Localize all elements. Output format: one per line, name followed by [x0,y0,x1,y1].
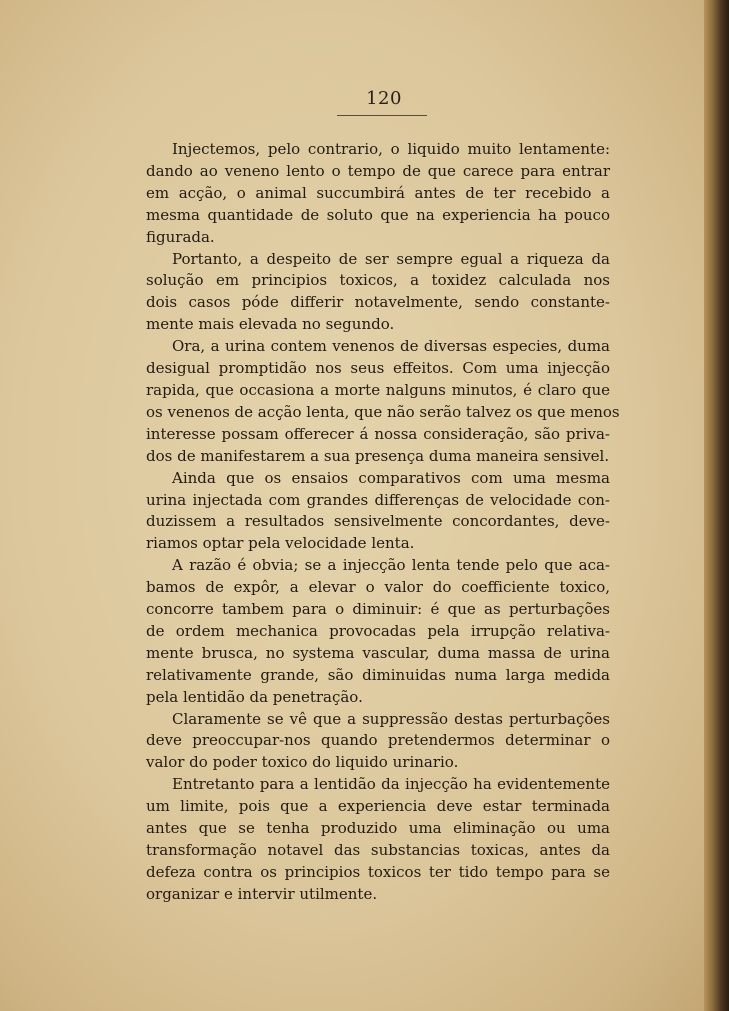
paragraph [146,709,610,775]
paragraph [146,774,610,905]
text-line: duzissem a resultados sensivelmente concordantes, deve- [146,512,610,531]
text-line: defeza contra os principios toxicos ter tido tempo para se [146,862,610,881]
text-line: Portanto, a despeito de ser sempre egual a riqueza da [172,249,610,268]
text-line: relativamente grande, são diminuidas numa larga medida [146,665,610,684]
page-header [336,88,432,109]
text-line: Injectemos, pelo contrario, o liquido muito lentamente: [172,140,610,158]
text-line: dois casos póde differir notavelmente, sendo constante- [146,293,610,312]
text-line: mente mais elevada no segundo. [146,315,395,334]
text-line: interesse possam offerecer á nossa consideração, são priva- [146,424,610,443]
text-line: dando ao veneno lento o tempo de que carece para entrar [146,161,610,180]
text-line: desigual promptidão nos seus effeitos. Com uma injecção [146,359,610,378]
paragraph [146,249,610,337]
text-line: Claramente se vê que a suppressão destas perturbações [172,709,610,728]
page-number: 120 [366,88,402,109]
book-binding-edge [704,0,729,1011]
text-line: solução em principios toxicos, a toxidez calculada nos [146,271,610,290]
text-line: em acção, o animal succumbirá antes de ter recebido a [146,183,610,202]
body-text [146,139,620,906]
text-line: riamos optar pela velocidade lenta. [146,534,415,553]
paragraph [146,468,610,556]
text-line: antes que se tenha produzido uma eliminação ou uma [146,819,610,838]
text-line: concorre tambem para o diminuir: é que as perturbações [146,600,610,619]
text-line: valor do poder toxico do liquido urinario. [146,753,459,772]
text-line: Ainda que os ensaios comparativos com uma mesma [172,468,610,487]
text-line: um limite, pois que a experiencia deve estar terminada [146,797,610,816]
text-line: dos de manifestarem a sua presença duma maneira sensivel. [146,446,610,465]
text-line: deve preoccupar-nos quando pretendermos determinar o [146,731,610,750]
text-line: Entretanto para a lentidão da injecção ha evidentemente [172,775,610,794]
text-line: urina injectada com grandes differenças de velocidade con- [146,490,610,509]
paragraph [146,139,610,249]
text-line: de ordem mechanica provocadas pela irrupção relativa- [146,621,610,640]
text-line: A razão é obvia; se a injecção lenta tende pelo que aca- [172,556,610,575]
header-rule [337,115,427,116]
text-line: Ora, a urina contem venenos de diversas especies, duma [172,337,610,356]
text-line: pela lentidão da penetração. [146,687,363,706]
paragraph [146,336,620,467]
text-line: mente brusca, no systema vascular, duma massa de urina [146,643,610,662]
text-line: organizar e intervir utilmente. [146,884,378,903]
text-line: os venenos de acção lenta, que não serão talvez os que menos [146,402,620,421]
text-line: figurada. [146,227,215,246]
paragraph [146,555,610,708]
text-line: transformação notavel das substancias toxicas, antes da [146,841,610,859]
text-line: rapida, que occasiona a morte nalguns minutos, é claro que [146,380,610,399]
text-line: mesma quantidade de soluto que na experiencia ha pouco [146,205,610,224]
text-line: bamos de expôr, a elevar o valor do coefficiente toxico, [146,578,610,597]
